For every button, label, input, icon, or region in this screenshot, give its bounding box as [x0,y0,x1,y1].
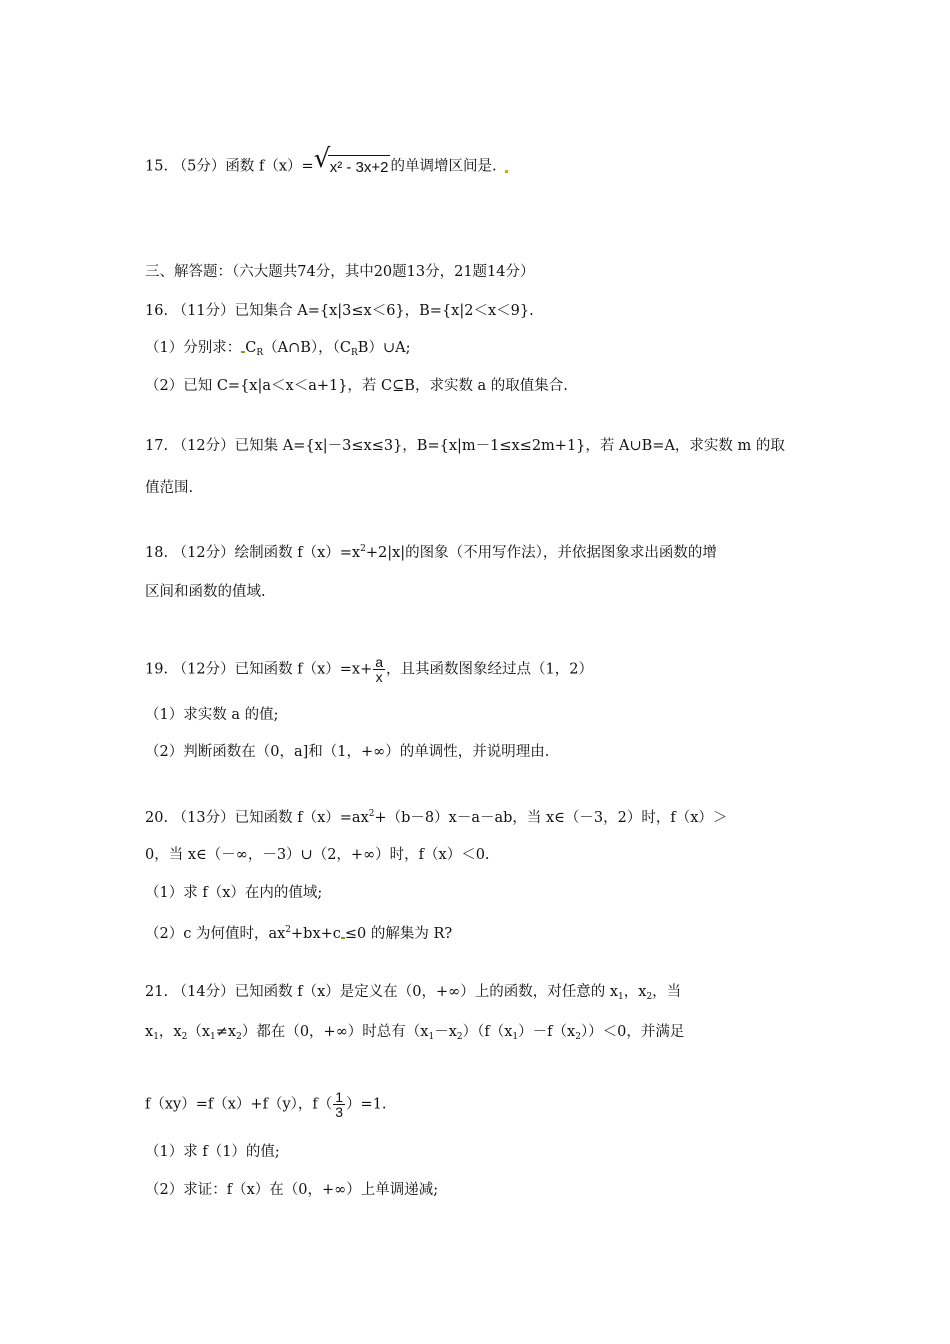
q21-l2-i: ））＜0，并满足 [580,1024,685,1040]
q19-text-b: ，且其函数图象经过点（1，2） [386,661,593,678]
q21-l1-sub1: 1 [618,992,624,1002]
complement-symbol-2: C [339,340,352,356]
q20-p2-exponent: 2 [285,925,292,935]
q20-p2-text-a: （2）c 为何值时，ax [145,926,286,942]
q20-p2-text-c: ≤0 的解集为 R? [344,926,453,942]
q21-l3-a: f（xy）=f（x）+f（y），f（ [145,1096,333,1113]
q20-p2-text-b: +bx+c [291,926,341,942]
q21-l2-f: －x [434,1024,457,1040]
q19-text-a: 19. （12分）已知函数 f（x）=x+ [145,661,373,678]
q16-p1-text-g: B）∪A; [357,340,411,356]
q15-suffix: 的单调增区间是. [390,158,497,175]
q21-l2-s5: 1 [428,1032,435,1042]
complement-subscript-2: R [351,348,358,358]
fraction-numerator: a [375,654,384,670]
q21-l2-s1: 1 [153,1032,159,1042]
q16-stem: 16. （11分）已知集合 A={x|3≤x＜6}，B={x|2＜x＜9}. [145,303,534,319]
q20-text-b: +（b－8）x－a－ab，当 x∈（－3，2）时，f（x）＞ [374,810,728,826]
section-3-title: 三、解答题：（六大题共74分，其中20题13分，21题14分） [145,264,535,280]
q21-l2-a: x [145,1024,154,1040]
q21-line-2 [145,1022,684,1047]
q21-l2-d: ≠x [215,1024,237,1040]
q19-part-1: （1）求实数 a 的值; [145,707,279,723]
q21-l2-s4: 2 [236,1032,242,1042]
q20-part-2 [145,920,452,944]
q18-text-b: +2|x|的图象（不用写作法），并依据图象求出函数的增 [365,545,717,561]
q21-l1-c: ，当 [652,984,682,1000]
q21-l3-b: ）=1. [346,1096,387,1113]
sqrt-expression [313,144,391,178]
fraction-one-third [333,1090,345,1119]
q21-part-2: （2）求证：f（x）在（0，+∞）上单调递减; [145,1182,439,1198]
q18-text-a: 18. （12分）绘制函数 f（x）=x [145,545,361,561]
q18-line-1 [145,539,717,563]
q21-l1-b: ，x [623,984,647,1000]
fraction-numerator-2: 1 [335,1089,344,1105]
q16-part-2: （2）已知 C={x|a＜x＜a+1}，若 C⊆B，求实数 a 的取值集合. [145,378,568,394]
fraction-denominator-2: 3 [335,1104,344,1120]
q21-l2-h: ）－f（x [518,1024,576,1040]
q21-l2-s6: 2 [456,1032,463,1042]
q21-l2-s8: 2 [575,1032,581,1042]
complement-symbol: C [245,340,257,356]
q21-line-3 [145,1090,387,1119]
radical-sign-icon: √ [313,144,331,174]
question-15 [145,144,508,178]
q21-l2-b: ，x [158,1024,182,1040]
q20-line-1 [145,804,727,828]
fraction-denominator: x [373,669,385,684]
q21-l2-s7: 1 [512,1032,519,1042]
q16-part-1 [145,338,410,363]
q21-l2-s2: 2 [181,1032,188,1042]
q15-radicand: x² - 3x+2 [328,155,391,178]
q20-text-a: 20. （13分）已知函数 f（x）=ax [145,810,369,826]
q21-l1-sub2: 2 [646,992,653,1002]
q21-l2-c: （x [187,1024,211,1040]
q20-exponent: 2 [368,809,375,819]
q20-part-1: （1）求 f（x）在内的值域; [145,885,323,901]
mark-dot [505,170,508,173]
q17-line-1: 17. （12分）已知集 A={x|－3≤x≤3}，B={x|m－1≤x≤2m+1}，若 A∪B=A，求实数 m 的取 [145,438,785,454]
q19-stem [145,655,593,684]
q21-l2-e: ）都在（0，+∞）时总有（x [241,1024,429,1040]
q21-part-1: （1）求 f（1）的值; [145,1144,280,1160]
q21-l2-g: ）（f（x [462,1024,513,1040]
q21-line-1 [145,982,681,1007]
q21-l1-a: 21. （14分）已知函数 f（x）是定义在（0，+∞）上的函数，对任意的 x [145,984,619,1000]
q17-line-2: 值范围. [145,480,194,496]
q20-line-2: 0，当 x∈（－∞，－3）∪（2，+∞）时，f（x）＜0. [145,847,490,863]
q16-p1-text-d: （A∩B），（ [263,340,340,356]
q21-l2-s3: 1 [210,1032,216,1042]
q15-prefix: 15. （5分）函数 f（x）= [145,158,314,175]
q16-p1-text-a: （1）分别求： [145,340,242,356]
q18-line-2: 区间和函数的值域. [145,584,266,600]
q18-exponent: 2 [360,544,366,554]
complement-subscript: R [256,348,264,358]
q19-part-2: （2）判断函数在（0，a]和（1，+∞）的单调性，并说明理由. [145,744,550,760]
fraction-a-over-x [373,655,385,684]
